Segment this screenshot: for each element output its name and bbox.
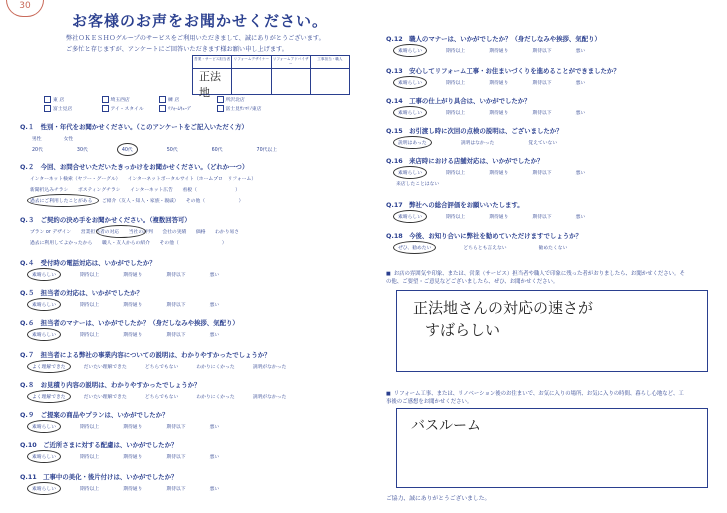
question-8: Q.８ お見積り内容の説明は、わかりやすかったでしょうか？ <box>20 381 201 389</box>
q1-age-options <box>30 145 279 154</box>
store-label: ﾘﾌｫｰﾑｷｭｰﾌﾞ <box>168 107 192 112</box>
option-above[interactable]: 期待以上 <box>80 487 100 492</box>
option-excellent-selected[interactable]: 素晴らしい <box>30 330 58 339</box>
store-label: アイ・スタイル <box>110 107 144 112</box>
option-not-explained[interactable]: 説明はなかった <box>460 141 495 146</box>
intro-text <box>66 33 366 55</box>
option-bad[interactable]: 悪い <box>575 111 586 116</box>
option-below[interactable]: 期待以下 <box>166 303 186 308</box>
option-below[interactable]: 期待以下 <box>166 425 186 430</box>
staff-col-header: 営業・サービス担当者 <box>193 56 231 69</box>
option-neutral[interactable]: どちらでもない <box>144 365 179 370</box>
q1-gender-options <box>30 134 75 143</box>
option-above[interactable]: 期待以上 <box>446 171 466 176</box>
option-neutral[interactable]: どちらでもない <box>144 395 179 400</box>
q16-options <box>396 168 587 177</box>
store-label: 富士見店 <box>53 107 73 112</box>
option-excellent-selected[interactable]: 素晴らしい <box>396 46 424 55</box>
option-below[interactable]: 期待以下 <box>532 215 552 220</box>
comment-2-box[interactable] <box>396 408 708 488</box>
option-bad[interactable]: 悪い <box>209 303 220 308</box>
comment-1-label: ■ お店の雰囲気や印象、または、営業（サービス）担当者や職人で印象に残った者がおりましたら、お聞かせください。その他、ご要望・ご意見などございましたら、ぜひ、お聞かせください。 <box>386 270 686 286</box>
option-excellent-selected[interactable]: 素晴らしい <box>30 484 58 493</box>
checkbox[interactable] <box>44 96 51 103</box>
q6-options <box>30 330 221 339</box>
option-bad[interactable]: 悪い <box>209 455 220 460</box>
question-7: Q.７ 担当者による弊社の事業内容についての説明は、わかりやすかったでしょうか？ <box>20 351 271 359</box>
option-below[interactable]: 期待以下 <box>532 81 552 86</box>
staff-col-sales <box>193 56 232 99</box>
option-below[interactable]: 期待以下 <box>532 49 552 54</box>
option-excellent-selected[interactable]: 素晴らしい <box>30 452 58 461</box>
q2-options-row-3[interactable]: 過去にご利用したことがある ご紹介（友人・知人・家族・親戚） その他（ ） <box>30 199 244 204</box>
question-2: Q.２ 今回、お問合せいただいたきっかけをお聞かせください。（どれか一つ） <box>20 163 249 171</box>
option-no-explanation[interactable]: 説明がなかった <box>252 395 287 400</box>
question-18: Q.18 今後、お知り合いに弊社を勧めていただけますでしょうか？ <box>386 232 582 240</box>
q13-options <box>396 78 587 87</box>
intro-line-2: ご多忙と存じますが、アンケートにご回答いただきます様お願い申し上げます。 <box>66 46 288 53</box>
q3-options-row-2[interactable]: 過去に利用してよかったから 職人・友人からの紹介 その他（ ） <box>30 241 227 246</box>
option-bad[interactable]: 悪い <box>575 215 586 220</box>
option-recommend-selected[interactable]: ぜひ、勧めたい <box>396 243 433 252</box>
checkbox[interactable] <box>159 96 166 103</box>
q12-options <box>396 46 587 55</box>
q18-options <box>396 243 569 252</box>
staff-col-advisor <box>272 56 311 94</box>
q7-options <box>30 362 288 371</box>
thanks-message: ご協力、誠にありがとうございました。 <box>386 496 491 502</box>
store-option[interactable] <box>159 105 217 112</box>
checkbox[interactable] <box>102 105 109 112</box>
option-below[interactable]: 期待以下 <box>166 487 186 492</box>
option-40s-selected[interactable]: 40代 <box>120 145 135 154</box>
option-above[interactable]: 期待以上 <box>80 303 100 308</box>
option-below[interactable]: 期待以下 <box>166 273 186 278</box>
option-60s[interactable]: 60代 <box>211 148 223 153</box>
question-16: Q.16 来店時における店舗対応は、いかがでしたか？ <box>386 157 544 165</box>
option-expected[interactable]: 期待通り <box>489 81 509 86</box>
comment-2-label: ■ リフォーム工事、または、リノベーション後のお住まいで、お気に入りの場所、お気に入りの時間、暮らし心地など、工事後のご感想をお聞かせください。 <box>386 390 686 406</box>
option-understood-selected[interactable]: よく理解できた <box>30 392 68 401</box>
question-6: Q.６ 担当者のマナーは、いかがでしたか？（身だしなみや挨拶、気配り） <box>20 319 239 327</box>
option-excellent-selected[interactable]: 素晴らしい <box>396 212 424 221</box>
question-1: Q.１ 性別・年代をお聞かせください。（このアンケートをご記入いただく方） <box>20 123 248 131</box>
option-excellent-selected[interactable]: 素晴らしい <box>30 300 58 309</box>
store-label: 埼玉西店 <box>110 98 130 103</box>
option-above[interactable]: 期待以上 <box>80 333 100 338</box>
option-above[interactable]: 期待以上 <box>80 273 100 278</box>
handwriting-line-1: 正法地さんの対応の速さが <box>413 299 594 317</box>
option-20s[interactable]: 20代 <box>32 148 43 153</box>
option-bad[interactable]: 悪い <box>575 49 586 54</box>
option-expected[interactable]: 期待通り <box>123 455 143 460</box>
store-option[interactable] <box>102 96 160 103</box>
question-17: Q.17 弊社への総合評価をお願いいたします。 <box>386 201 524 209</box>
option-expected[interactable]: 期待通り <box>123 273 143 278</box>
option-female[interactable]: 女性 <box>63 137 74 142</box>
option-below[interactable]: 期待以下 <box>532 171 552 176</box>
question-11: Q.11 工事中の美化・後片付けは、いかがでしたか？ <box>20 473 178 481</box>
intro-line-1: 弊社ＯＫＥＳＨＯグループのサービスをご利用いただきまして、誠にありがとうございます。 <box>66 35 325 42</box>
question-9: Q.９ ご提案の商品やプランは、いかがでしたか？ <box>20 411 169 419</box>
option-undecided[interactable]: どちらとも言えない <box>463 246 507 251</box>
question-3: Q.３ ご契約の決め手をお聞かせください。（複数回答可） <box>20 216 191 224</box>
option-understood-selected[interactable]: よく理解できた <box>30 362 68 371</box>
checkbox[interactable] <box>217 105 224 112</box>
option-above[interactable]: 期待以上 <box>446 111 466 116</box>
q15-options <box>396 138 559 147</box>
option-not-recommend[interactable]: 勧めたくない <box>538 246 568 251</box>
option-above[interactable]: 期待以上 <box>446 81 466 86</box>
question-13: Q.13 安心してリフォーム工事・お住まいづくりを進めることができましたか？ <box>386 67 620 75</box>
option-bad[interactable]: 悪い <box>209 425 220 430</box>
option-mostly-understood[interactable]: だいたい理解できた <box>83 365 127 370</box>
q4-options <box>30 270 221 279</box>
option-below[interactable]: 期待以下 <box>532 111 552 116</box>
store-label: 所沢北店 <box>225 98 245 103</box>
staff-col-craftsman <box>311 56 349 94</box>
store-option[interactable] <box>217 96 275 103</box>
handwritten-staff-name: 正法地 <box>199 70 221 99</box>
q9-options <box>30 422 221 431</box>
q2-options-row-1[interactable]: インターネット検索（ヤフー・グーグル） インターネットポータルサイト（ホームプロ リフォーム） <box>30 177 257 182</box>
option-mostly-understood[interactable]: だいたい理解できた <box>83 395 127 400</box>
option-excellent-selected[interactable]: 素晴らしい <box>396 78 424 87</box>
option-bad[interactable]: 悪い <box>575 81 586 86</box>
staff-col-header: リフォームデザイナー <box>232 56 270 69</box>
handwriting-line-2: すばらしい <box>425 321 501 339</box>
store-option[interactable] <box>102 105 160 112</box>
option-excellent-selected[interactable]: 素晴らしい <box>396 108 424 117</box>
option-bad[interactable]: 悪い <box>209 333 220 338</box>
q5-options <box>30 300 221 309</box>
staff-col-header: リフォームアドバイザー <box>272 56 310 69</box>
page-stamp: 30 <box>6 0 44 17</box>
option-70s-plus[interactable]: 70代以上 <box>256 148 278 153</box>
option-bad[interactable]: 悪い <box>209 273 220 278</box>
option-expected[interactable]: 期待通り <box>123 303 143 308</box>
option-above[interactable]: 期待以上 <box>446 49 466 54</box>
store-option[interactable] <box>159 96 217 103</box>
option-explained-selected[interactable]: 説明はあった <box>396 138 429 147</box>
option-expected[interactable]: 期待通り <box>123 425 143 430</box>
question-12: Q.12 職人のマナーは、いかがでしたか？（身だしなみや挨拶、気配り） <box>386 35 601 43</box>
option-never-visited[interactable]: 来店したことはない <box>396 182 440 187</box>
option-excellent-selected[interactable]: 素晴らしい <box>396 168 424 177</box>
option-hard-to-understand[interactable]: わかりにくかった <box>196 395 235 400</box>
option-bad[interactable]: 悪い <box>575 171 586 176</box>
option-no-explanation[interactable]: 説明がなかった <box>252 365 287 370</box>
store-label: 富士見ｻﾝﾏﾘﾉ東店 <box>225 107 262 112</box>
option-below[interactable]: 期待以下 <box>166 455 186 460</box>
store-label: 東 店 <box>53 98 65 103</box>
handwriting-line-1: バスルーム <box>411 418 481 434</box>
q8-options <box>30 392 288 401</box>
option-excellent-selected[interactable]: 素晴らしい <box>30 270 58 279</box>
staff-col-header: 工事担当・職人 <box>311 56 349 69</box>
checkbox[interactable] <box>44 105 51 112</box>
store-checklist <box>44 96 274 112</box>
option-expected[interactable]: 期待通り <box>489 49 509 54</box>
staff-col-designer <box>232 56 271 94</box>
option-expected[interactable]: 期待通り <box>489 215 509 220</box>
option-50s[interactable]: 50代 <box>166 148 178 153</box>
option-hard-to-understand[interactable]: わかりにくかった <box>196 365 235 370</box>
q10-options <box>30 452 221 461</box>
option-above[interactable]: 期待以上 <box>446 215 466 220</box>
comment-1-box[interactable] <box>396 290 708 372</box>
question-14: Q.14 工事の仕上がり具合は、いかがでしたか？ <box>386 97 531 105</box>
checkbox[interactable] <box>217 96 224 103</box>
store-option[interactable] <box>44 105 102 112</box>
question-5: Q.５ 担当者の対応は、いかがでしたか？ <box>20 289 143 297</box>
option-dont-remember[interactable]: 覚えていない <box>528 141 558 146</box>
staff-table <box>192 55 350 99</box>
checkbox[interactable] <box>102 96 109 103</box>
option-male[interactable]: 男性 <box>32 137 42 142</box>
q14-options <box>396 108 587 117</box>
option-30s[interactable]: 30代 <box>76 148 88 153</box>
option-expected[interactable]: 期待通り <box>123 333 143 338</box>
selection-circle <box>27 194 99 207</box>
page-title: お客様のお声をお聞かせください。 <box>72 12 329 30</box>
q17-options <box>396 212 587 221</box>
option-above[interactable]: 期待以上 <box>80 455 100 460</box>
option-expected[interactable]: 期待通り <box>123 487 143 492</box>
question-4: Q.４ 受付時の電話対応は、いかがでしたか？ <box>20 259 156 267</box>
option-expected[interactable]: 期待通り <box>489 171 509 176</box>
q3-options-row-1[interactable]: プラン or デザイン 営業担当者の対応 当社の評判 会社の実績 価格 わかり易さ <box>30 230 240 235</box>
option-above[interactable]: 期待以上 <box>80 425 100 430</box>
checkbox[interactable] <box>159 105 166 112</box>
store-label: 練 店 <box>168 98 180 103</box>
store-option[interactable] <box>217 105 275 112</box>
question-10: Q.10 ご近所さまに対する配慮は、いかがでしたか？ <box>20 441 178 449</box>
selection-circle <box>96 225 146 238</box>
q2-options-row-2[interactable]: 新聞折込みチラシ ポスティングチラシ インターネット広告 看板（ ） <box>30 188 241 193</box>
option-bad[interactable]: 悪い <box>209 487 220 492</box>
q11-options <box>30 484 221 493</box>
option-excellent-selected[interactable]: 素晴らしい <box>30 422 58 431</box>
question-15: Q.15 お引渡し時に次回の点検の説明は、ございましたか？ <box>386 127 563 135</box>
store-option[interactable] <box>44 96 102 103</box>
option-below[interactable]: 期待以下 <box>166 333 186 338</box>
option-expected[interactable]: 期待通り <box>489 111 509 116</box>
